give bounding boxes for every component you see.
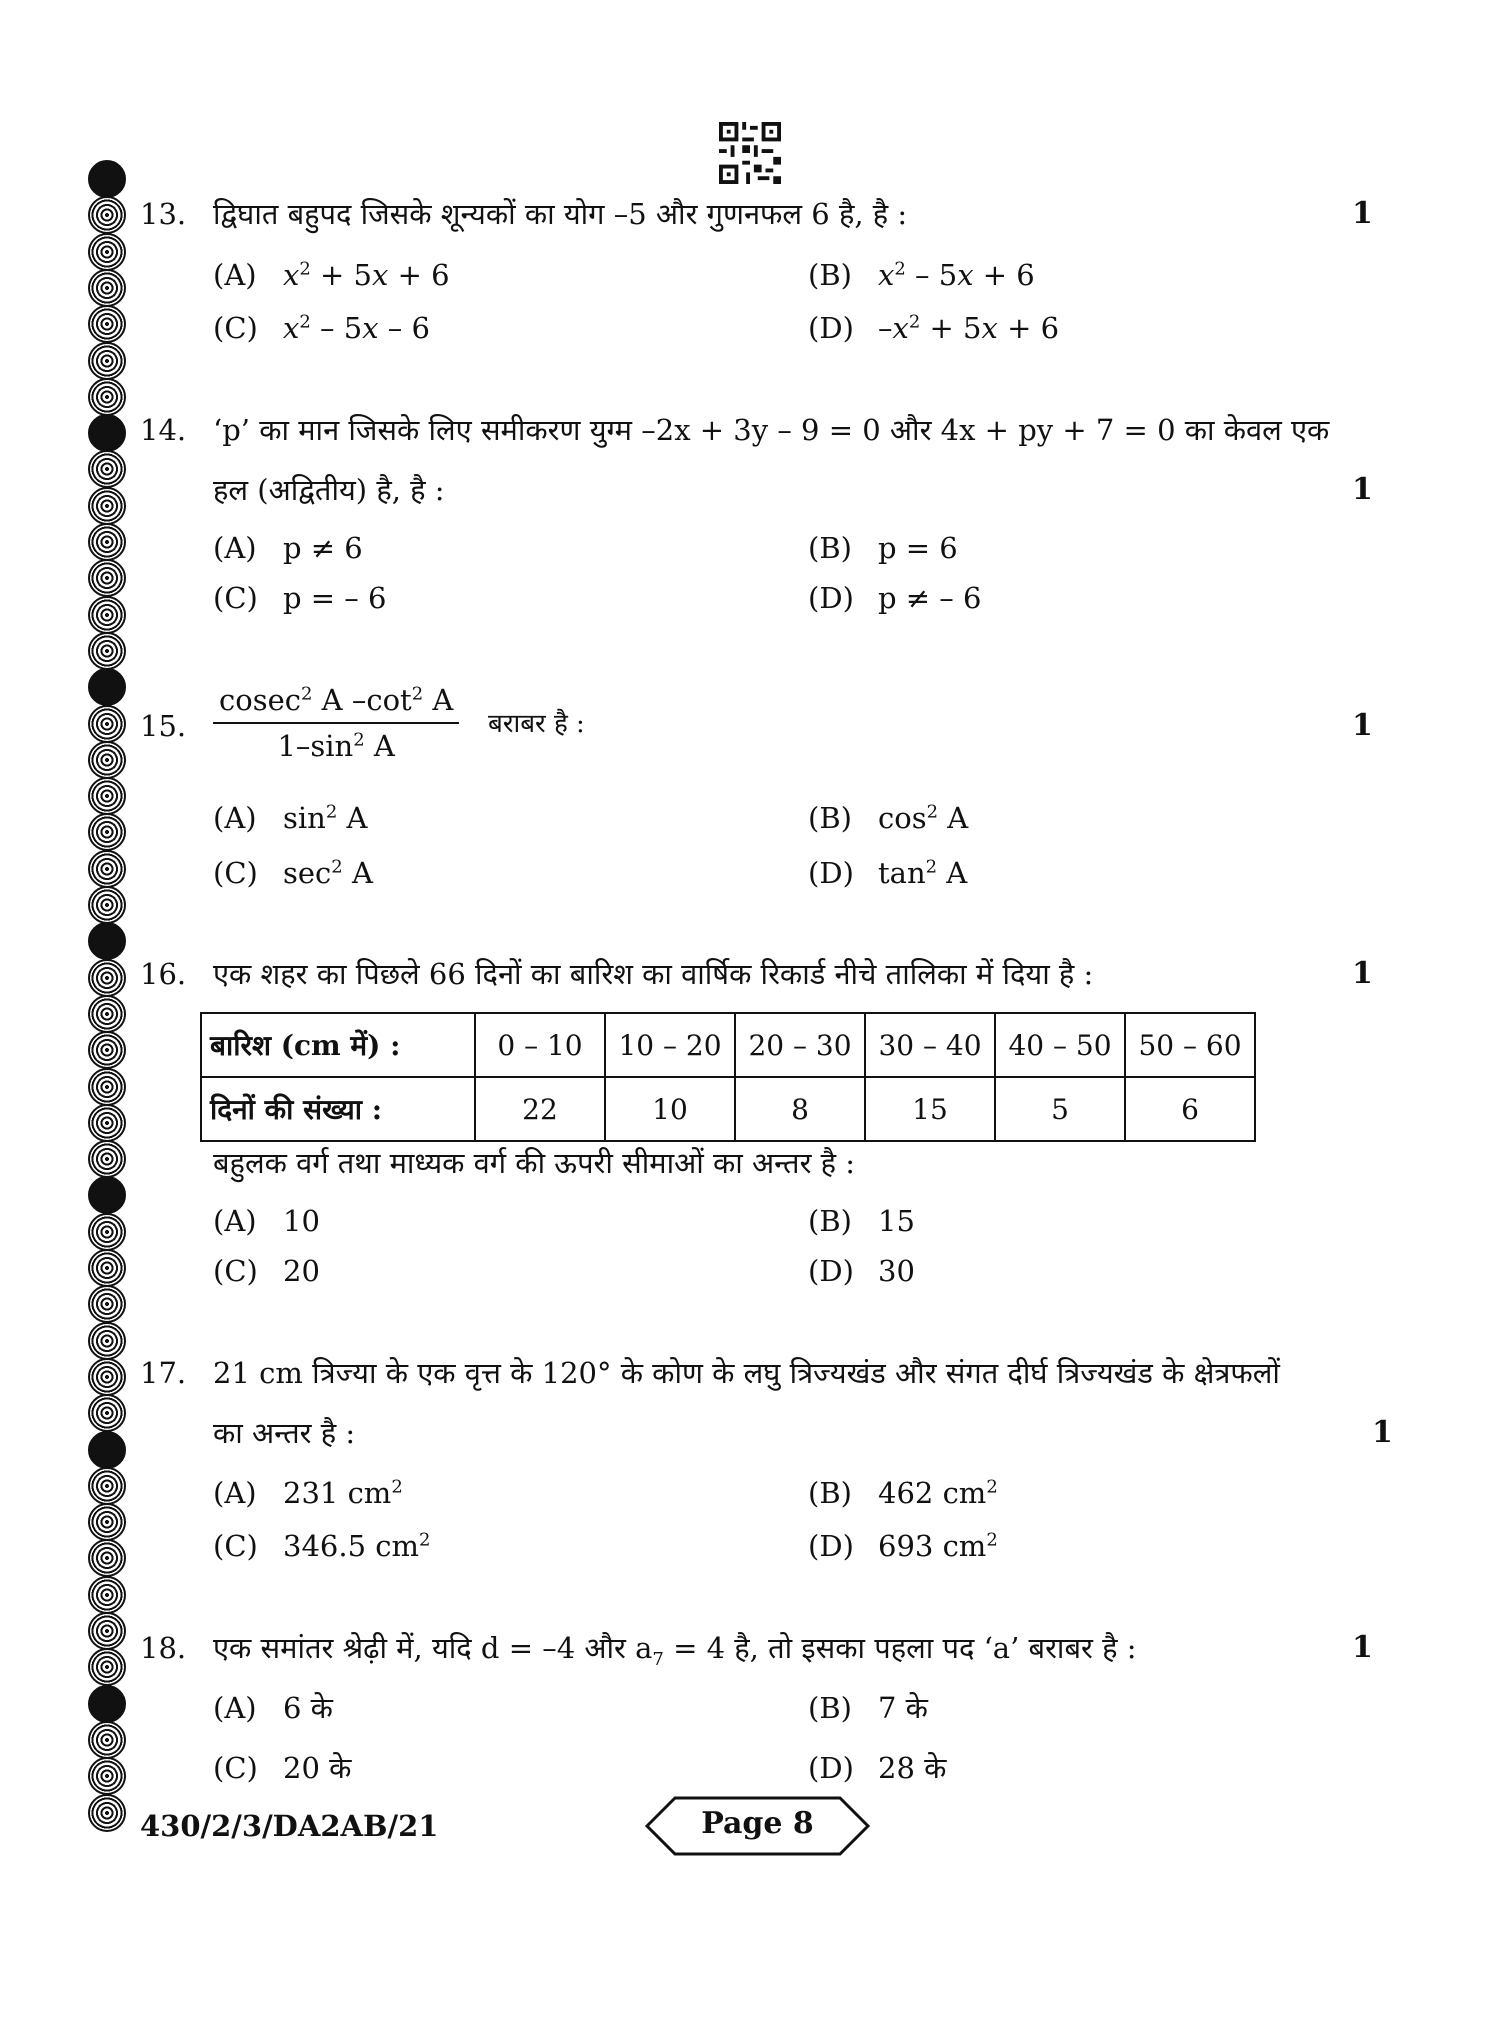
table-cell: 6 bbox=[1125, 1077, 1255, 1141]
question-18-marks: 1 bbox=[1352, 1630, 1373, 1665]
margin-ring-icon bbox=[88, 1249, 126, 1287]
paper-code: 430/2/3/DA2AB/21 bbox=[140, 1809, 439, 1843]
margin-ring-icon bbox=[88, 1322, 126, 1360]
option-a: (A) p ≠ 6 bbox=[213, 531, 363, 565]
table-row bbox=[201, 1077, 1255, 1141]
question-14-text-line2: हल (अद्वितीय) है, है : bbox=[213, 473, 445, 507]
margin-ring-icon bbox=[88, 668, 126, 706]
question-17-text-line1: 21 cm त्रिज्या के एक वृत्त के 120° के कोण के लघु त्रिज्यखंड और संगत दीर्घ त्रिज्यखंड के क्षेत्रफलों bbox=[213, 1356, 1280, 1390]
margin-ring-icon bbox=[88, 196, 126, 234]
option-a: (A) 6 के bbox=[213, 1691, 333, 1725]
question-18-text: एक समांतर श्रेढ़ी में, यदि d = –4 और $a_7 = 4$ है, तो इसका पहला पद ‘a’ बराबर है : bbox=[213, 1631, 1137, 1670]
option-c: (C) 20 bbox=[213, 1254, 320, 1288]
margin-ring-icon bbox=[88, 1576, 126, 1614]
table-cell: 10 bbox=[605, 1077, 735, 1141]
margin-ring-icon bbox=[88, 1685, 126, 1723]
option-d: (D) 28 के bbox=[808, 1751, 947, 1785]
table-cell: 15 bbox=[865, 1077, 995, 1141]
margin-ring-icon bbox=[88, 1213, 126, 1251]
option-b: (B) 462 $cm^2$ bbox=[808, 1476, 998, 1510]
table-cell: 20 – 30 bbox=[735, 1013, 865, 1077]
margin-ring-icon bbox=[88, 1358, 126, 1396]
question-number: 14. bbox=[140, 413, 187, 447]
margin-ring-icon bbox=[88, 160, 126, 198]
question-15-fraction: $\frac{cosec^2 A -\cot^2 A}{1-\sin^2 A}$ bbox=[213, 682, 459, 764]
question-number: 18. bbox=[140, 1631, 187, 1665]
question-17-text-line2: का अन्तर है : bbox=[213, 1416, 356, 1450]
margin-ring-icon bbox=[88, 995, 126, 1033]
question-16-subtext: बहुलक वर्ग तथा माध्यक वर्ग की ऊपरी सीमाओं का अन्तर है : bbox=[213, 1146, 856, 1180]
margin-ring-icon bbox=[88, 1794, 126, 1832]
margin-ring-icon bbox=[88, 269, 126, 307]
question-15-marks: 1 bbox=[1352, 708, 1373, 743]
margin-ring-icon bbox=[88, 1757, 126, 1795]
margin-ring-icon bbox=[88, 922, 126, 960]
margin-ring-icon bbox=[88, 777, 126, 815]
option-d: (D) p ≠ – 6 bbox=[808, 581, 982, 615]
option-c: (C) $\sec^2 A$ bbox=[213, 856, 373, 890]
margin-ring-icon bbox=[88, 1176, 126, 1214]
table-header-cell: बारिश (cm में) : bbox=[201, 1013, 475, 1077]
option-b: (B) p = 6 bbox=[808, 531, 958, 565]
table-cell: 50 – 60 bbox=[1125, 1013, 1255, 1077]
option-d: (D) 693 $cm^2$ bbox=[808, 1529, 998, 1563]
option-a: (A) $x^2 + 5x + 6$ bbox=[213, 258, 450, 292]
margin-ring-icon bbox=[88, 1612, 126, 1650]
margin-ring-icon bbox=[88, 487, 126, 525]
table-cell: 5 bbox=[995, 1077, 1125, 1141]
margin-ring-icon bbox=[88, 414, 126, 452]
margin-ring-icon bbox=[88, 1721, 126, 1759]
qr-code bbox=[718, 122, 782, 184]
question-13-text: द्विघात बहुपद जिसके शून्यकों का योग –5 और गुणनफल 6 है, है : bbox=[213, 197, 908, 231]
option-c: (C) $x^2 - 5x - 6$ bbox=[213, 311, 430, 345]
margin-ring-icon bbox=[88, 632, 126, 670]
option-a: (A) 10 bbox=[213, 1204, 320, 1238]
question-16-marks: 1 bbox=[1352, 956, 1373, 991]
question-14-text-line1: ‘p’ का मान जिसके लिए समीकरण युग्म –2x + 3y – 9 = 0 और 4x + py + 7 = 0 का केवल एक bbox=[213, 413, 1330, 447]
question-14-marks: 1 bbox=[1352, 472, 1373, 507]
margin-ring-icon bbox=[88, 342, 126, 380]
margin-ring-icon bbox=[88, 596, 126, 634]
margin-ring-icon bbox=[88, 1031, 126, 1069]
table-cell: 30 – 40 bbox=[865, 1013, 995, 1077]
margin-ring-icon bbox=[88, 850, 126, 888]
question-16-text: एक शहर का पिछले 66 दिनों का बारिश का वार्षिक रिकार्ड नीचे तालिका में दिया है : bbox=[213, 957, 1094, 991]
rainfall-table bbox=[200, 1012, 1256, 1142]
margin-ring-icon bbox=[88, 1431, 126, 1469]
margin-ring-icon bbox=[88, 233, 126, 271]
margin-ring-icon bbox=[88, 450, 126, 488]
option-d: (D) 30 bbox=[808, 1254, 915, 1288]
option-b: (B) $\cos^2 A$ bbox=[808, 801, 969, 835]
margin-ring-icon bbox=[88, 559, 126, 597]
margin-ring-icon bbox=[88, 705, 126, 743]
table-header-cell: दिनों की संख्या : bbox=[201, 1077, 475, 1141]
margin-ring-icon bbox=[88, 1394, 126, 1432]
margin-ring-icon bbox=[88, 886, 126, 924]
question-15-suffix: बराबर है : bbox=[488, 709, 585, 739]
margin-ring-icon bbox=[88, 1140, 126, 1178]
option-c: (C) p = – 6 bbox=[213, 581, 387, 615]
margin-ring-icon bbox=[88, 378, 126, 416]
option-d: (D) $-x^2 + 5x + 6$ bbox=[808, 311, 1060, 345]
table-cell: 0 – 10 bbox=[475, 1013, 605, 1077]
question-number: 13. bbox=[140, 197, 187, 231]
option-c: (C) 346.5 $cm^2$ bbox=[213, 1529, 431, 1563]
margin-ring-icon bbox=[88, 741, 126, 779]
margin-ring-icon bbox=[88, 1539, 126, 1577]
margin-ring-icon bbox=[88, 1068, 126, 1106]
table-cell: 40 – 50 bbox=[995, 1013, 1125, 1077]
margin-ring-icon bbox=[88, 813, 126, 851]
margin-ring-icon bbox=[88, 959, 126, 997]
option-b: (B) 7 के bbox=[808, 1691, 928, 1725]
table-cell: 8 bbox=[735, 1077, 865, 1141]
margin-ring-icon bbox=[88, 1104, 126, 1142]
question-number: 15. bbox=[140, 709, 187, 743]
margin-ring-icon bbox=[88, 1503, 126, 1541]
option-a: (A) $\sin^2 A$ bbox=[213, 801, 368, 835]
margin-ring-icon bbox=[88, 1648, 126, 1686]
question-17-marks: 1 bbox=[1372, 1415, 1393, 1450]
table-row bbox=[201, 1013, 1255, 1077]
question-number: 17. bbox=[140, 1356, 187, 1390]
option-c: (C) 20 के bbox=[213, 1751, 352, 1785]
table-cell: 22 bbox=[475, 1077, 605, 1141]
page-number: Page 8 bbox=[701, 1806, 814, 1841]
table-cell: 10 – 20 bbox=[605, 1013, 735, 1077]
question-number: 16. bbox=[140, 957, 187, 991]
margin-ring-icon bbox=[88, 1467, 126, 1505]
question-13-marks: 1 bbox=[1352, 196, 1373, 231]
option-b: (B) 15 bbox=[808, 1204, 915, 1238]
option-a: (A) 231 $cm^2$ bbox=[213, 1476, 403, 1510]
option-d: (D) $\tan^2 A$ bbox=[808, 856, 968, 890]
margin-ring-icon bbox=[88, 1285, 126, 1323]
margin-ring-icon bbox=[88, 305, 126, 343]
margin-ring-icon bbox=[88, 523, 126, 561]
option-b: (B) $x^2 - 5x + 6$ bbox=[808, 258, 1035, 292]
